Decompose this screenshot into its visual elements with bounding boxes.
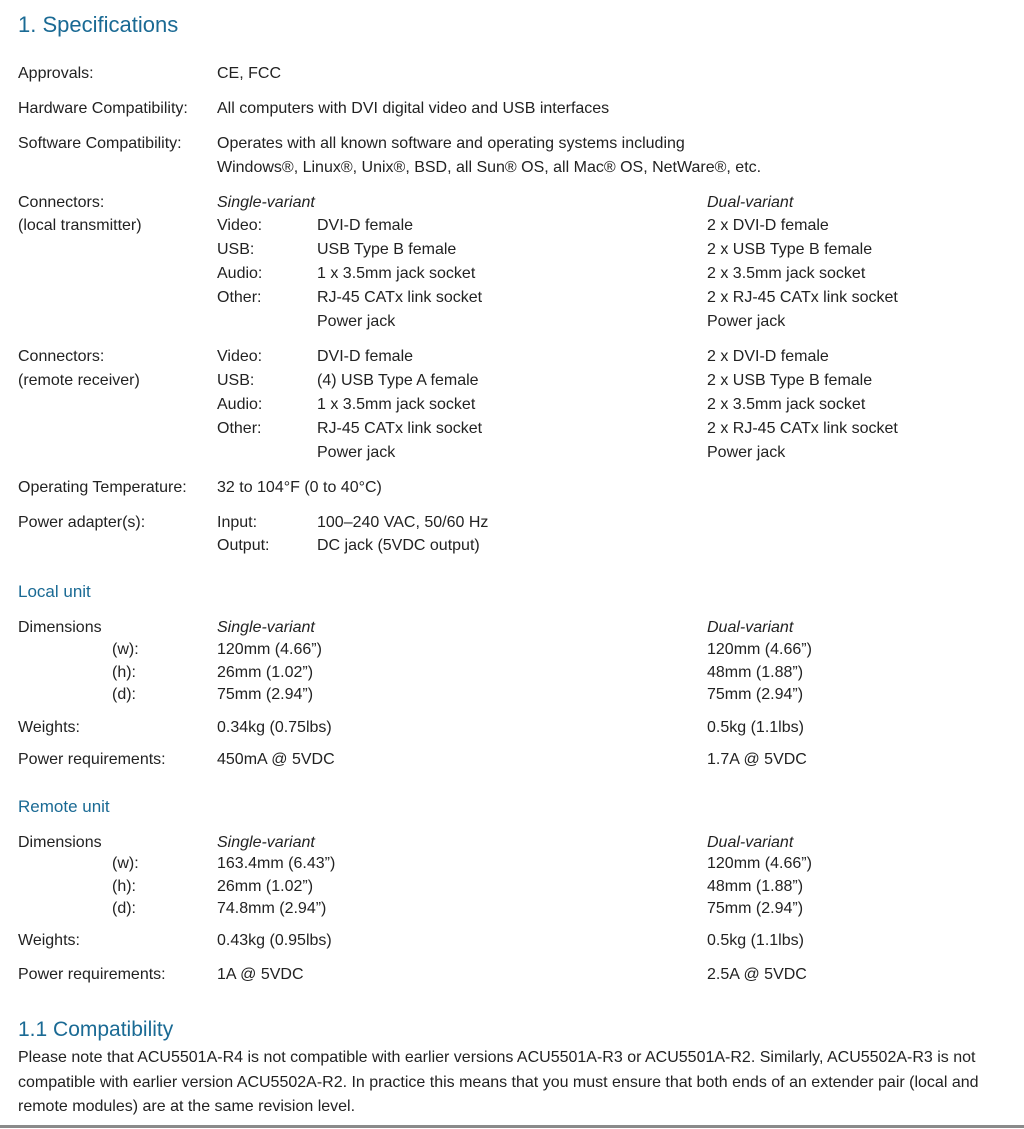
remote-row-single: 1 x 3.5mm jack socket: [317, 396, 476, 413]
local-dimensions-label: Dimensions: [18, 619, 102, 636]
local-dim-single: 120mm (4.66”): [217, 641, 322, 658]
local-row-single: RJ-45 CATx link socket: [317, 289, 483, 306]
power-adapter-label: Power adapter(s):: [18, 514, 146, 531]
remote-dim-dual: 48mm (1.88”): [707, 878, 804, 895]
connectors-local-label: Connectors:: [18, 194, 105, 211]
local-dim-single: 75mm (2.94”): [217, 686, 314, 703]
power-input-key: Input:: [217, 514, 258, 531]
compatibility-heading: 1.1 Compatibility: [18, 1018, 174, 1041]
page-title: 1. Specifications: [18, 12, 179, 37]
local-row-dual: 2 x 3.5mm jack socket: [707, 265, 866, 282]
remote-row-single: DVI-D female: [317, 348, 414, 365]
local-row-single: 1 x 3.5mm jack socket: [317, 265, 476, 282]
local-single-heading: Single-variant: [217, 619, 315, 636]
software-label: Software Compatibility:: [18, 135, 182, 152]
local-row-key: Video:: [217, 217, 263, 234]
hardware-label: Hardware Compatibility:: [18, 100, 188, 117]
local-dim-dual: 75mm (2.94”): [707, 686, 804, 703]
local-row-dual: 2 x USB Type B female: [707, 241, 873, 258]
remote-single-heading: Single-variant: [217, 834, 315, 851]
remote-dim-key: (w):: [112, 855, 139, 872]
temperature-label: Operating Temperature:: [18, 479, 187, 496]
remote-weights-label: Weights:: [18, 932, 80, 949]
local-weights-dual: 0.5kg (1.1lbs): [707, 719, 804, 736]
local-power-single: 450mA @ 5VDC: [217, 751, 335, 768]
local-unit-heading: Local unit: [18, 582, 91, 601]
single-variant-heading: Single-variant: [217, 194, 315, 211]
local-weights-label: Weights:: [18, 719, 80, 736]
bottom-divider: [0, 1125, 1024, 1128]
remote-row-single: (4) USB Type A female: [317, 372, 479, 389]
remote-row-dual: 2 x DVI-D female: [707, 348, 829, 365]
local-row-dual: 2 x DVI-D female: [707, 217, 829, 234]
approvals-value: CE, FCC: [217, 65, 281, 82]
remote-dim-dual: 75mm (2.94”): [707, 900, 804, 917]
connectors-local-sublabel: (local transmitter): [18, 217, 142, 234]
remote-power-single: 1A @ 5VDC: [217, 966, 304, 983]
local-power-dual: 1.7A @ 5VDC: [707, 751, 807, 768]
remote-row-single: RJ-45 CATx link socket: [317, 420, 483, 437]
local-row-key: USB:: [217, 241, 255, 258]
power-output-key: Output:: [217, 537, 270, 554]
remote-dual-heading: Dual-variant: [707, 834, 794, 851]
local-row-single: Power jack: [317, 313, 396, 330]
local-dim-single: 26mm (1.02”): [217, 664, 314, 681]
connectors-remote-sublabel: (remote receiver): [18, 372, 140, 389]
remote-row-dual: 2 x USB Type B female: [707, 372, 873, 389]
local-dim-dual: 120mm (4.66”): [707, 641, 812, 658]
remote-row-dual: 2 x 3.5mm jack socket: [707, 396, 866, 413]
remote-weights-dual: 0.5kg (1.1lbs): [707, 932, 804, 949]
remote-row-dual: Power jack: [707, 444, 786, 461]
local-weights-single: 0.34kg (0.75lbs): [217, 719, 332, 736]
remote-row-key: Other:: [217, 420, 262, 437]
remote-row-key: Audio:: [217, 396, 263, 413]
local-power-label: Power requirements:: [18, 751, 166, 768]
remote-row-key: Video:: [217, 348, 263, 365]
power-input-value: 100–240 VAC, 50/60 Hz: [317, 514, 489, 531]
power-output-value: DC jack (5VDC output): [317, 537, 480, 554]
local-dim-dual: 48mm (1.88”): [707, 664, 804, 681]
remote-dim-key: (d):: [112, 900, 136, 917]
software-line-2: Windows®, Linux®, Unix®, BSD, all Sun® OS, all Mac® OS, NetWare®, etc.: [217, 159, 762, 176]
remote-dim-single: 163.4mm (6.43”): [217, 855, 336, 872]
remote-weights-single: 0.43kg (0.95lbs): [217, 932, 332, 949]
remote-row-dual: 2 x RJ-45 CATx link socket: [707, 420, 898, 437]
temperature-value: 32 to 104°F (0 to 40°C): [217, 479, 382, 496]
remote-dim-dual: 120mm (4.66”): [707, 855, 812, 872]
remote-unit-heading: Remote unit: [18, 797, 110, 816]
local-row-single: USB Type B female: [317, 241, 457, 258]
remote-power-label: Power requirements:: [18, 966, 166, 983]
local-dim-key: (w):: [112, 641, 139, 658]
remote-dim-single: 26mm (1.02”): [217, 878, 314, 895]
local-dual-heading: Dual-variant: [707, 619, 794, 636]
local-row-key: Audio:: [217, 265, 263, 282]
connectors-remote-label: Connectors:: [18, 348, 105, 365]
local-row-key: Other:: [217, 289, 262, 306]
remote-dim-single: 74.8mm (2.94”): [217, 900, 327, 917]
approvals-label: Approvals:: [18, 65, 94, 82]
remote-dim-key: (h):: [112, 878, 136, 895]
remote-row-key: USB:: [217, 372, 255, 389]
remote-row-single: Power jack: [317, 444, 396, 461]
local-row-dual: Power jack: [707, 313, 786, 330]
remote-dimensions-label: Dimensions: [18, 834, 102, 851]
local-row-single: DVI-D female: [317, 217, 414, 234]
compatibility-paragraph: Please note that ACU5501A-R4 is not compatible with earlier versions ACU5501A-R3 or ACU5501A-R2. Similarly, ACU5502A-R3 is not compatible with earlier version ACU5502A-R2. In practice this means that you must ensure that both ends of an extender pair (local and remote modules) are at the same revision level.: [18, 1049, 979, 1115]
dual-variant-heading: Dual-variant: [707, 194, 794, 211]
local-dim-key: (d):: [112, 686, 136, 703]
local-dim-key: (h):: [112, 664, 136, 681]
local-row-dual: 2 x RJ-45 CATx link socket: [707, 289, 898, 306]
remote-power-dual: 2.5A @ 5VDC: [707, 966, 807, 983]
software-line-1: Operates with all known software and operating systems including: [217, 135, 685, 152]
hardware-value: All computers with DVI digital video and USB interfaces: [217, 100, 610, 117]
